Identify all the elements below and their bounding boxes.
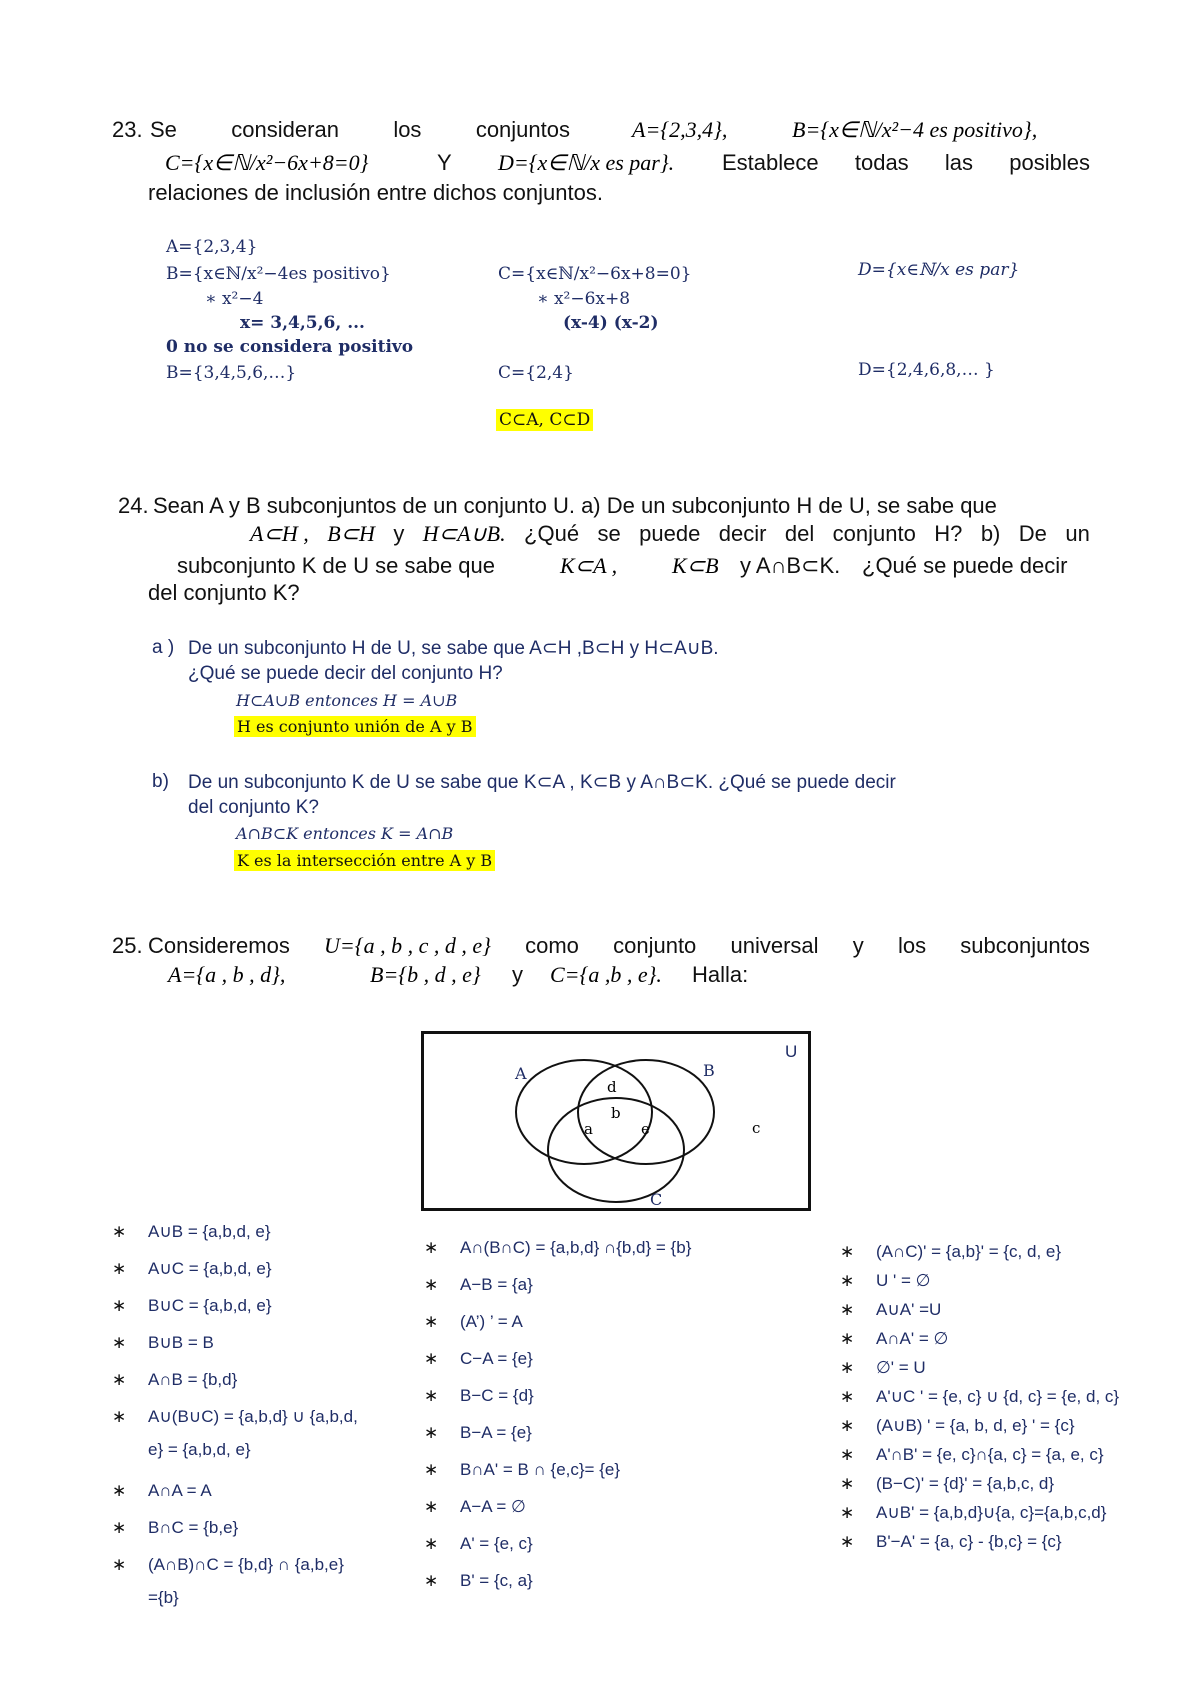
result-item: ∗ A∪(B∪C) = {a,b,d} ∪ {a,b,d, e} = {a,b,d, e} (112, 1407, 412, 1481)
q23-word: todas (854, 150, 909, 175)
q23-set-b: B={x∈ℕ/x²−4 es positivo}, (792, 117, 1038, 142)
results-column-2 (424, 1238, 754, 1608)
q23-line1 (150, 117, 570, 143)
result-item: ∗ B−A = {e} (424, 1423, 754, 1460)
venn-element-a: a (584, 1120, 593, 1138)
result-item: ∗ (A∩B)∩C = {b,d} ∩ {a,b,e} ={b} (112, 1555, 412, 1629)
q23-word: las (944, 150, 974, 175)
result-item: ∗ A∪B' = {a,b,d}∪{a, c}={a,b,c,d} (840, 1503, 1180, 1532)
q23-set-a: A={2,3,4}, (632, 117, 728, 142)
q24-part: b) (980, 521, 1001, 546)
q24-part: H⊂A∪B. (422, 521, 506, 546)
result-item: ∗ B∪B = B (112, 1333, 412, 1370)
q23-ans-d-def: D={x∈ℕ/x es par} (858, 260, 1020, 280)
q24-b-math: A∩B⊂K entonces K = A∩B (236, 824, 454, 843)
q24-line3-c: K⊂B (672, 553, 719, 578)
q25-halla: Halla: (692, 962, 749, 987)
q23-ans-b-star: ∗ x²−4 (205, 289, 264, 309)
result-item: ∗ (B−C)' = {d}' = {a,b,c, d} (840, 1474, 1180, 1503)
result-item: ∗ A∪B = {a,b,d, e} (112, 1222, 412, 1259)
result-item: ∗ (A∩C)' = {a,b}' = {c, d, e} (840, 1242, 1180, 1271)
result-item: ∗ A−A = ∅ (424, 1497, 754, 1534)
q23-ans-b-zero: 0 no se considera positivo (166, 337, 414, 357)
q24-part: ¿Qué (524, 521, 580, 546)
q25-set-c: C={a ,b , e}. (550, 962, 662, 987)
q23-set-c: C={x∈ℕ/x²−6x+8=0} (165, 150, 369, 175)
q25-part: los (897, 933, 927, 958)
venn-element-c: c (752, 1119, 761, 1137)
result-item: ∗ A∪A' =U (840, 1300, 1180, 1329)
q25-number: 25. (112, 933, 143, 958)
q24-line3-e: ¿Qué se puede decir (862, 553, 1068, 578)
venn-label-b: B (703, 1061, 715, 1080)
q23-ans-c-def: C={x∈ℕ/x²−6x+8=0} (498, 264, 692, 284)
result-item: ∗ (A’) ’ = A (424, 1312, 754, 1349)
q23-word: consideran (231, 117, 339, 142)
result-item: ∗ A∩A = A (112, 1481, 412, 1518)
q25-set-b: B={b , d , e} (370, 962, 481, 987)
q24-b-result: K es la intersección entre A y B (234, 850, 495, 871)
result-item: ∗ C−A = {e} (424, 1349, 754, 1386)
result-item: ∗ A'∪C ' = {e, c} ∪ {d, c} = {e, d, c} (840, 1387, 1180, 1416)
result-item: ∗ B∩C = {b,e} (112, 1518, 412, 1555)
result-item: ∗ B∪C = {a,b,d, e} (112, 1296, 412, 1333)
results-column-3 (840, 1242, 1180, 1561)
venn-circle-a (516, 1060, 652, 1164)
q23-word: Establece (722, 150, 819, 175)
q25-set-a: A={a , b , d}, (168, 962, 286, 987)
result-item: ∗ U ' = ∅ (840, 1271, 1180, 1300)
q24-part: del (784, 521, 815, 546)
q23-ans-c-star: ∗ x²−6x+8 (537, 289, 631, 309)
q24-a-question: ¿Qué se puede decir del conjunto H? (188, 663, 503, 684)
q23-y: Y (437, 150, 452, 175)
result-item: ∗ (A∪B) ' = {a, b, d, e} ' = {c} (840, 1416, 1180, 1445)
result-item: ∗ B∩A' = B ∩ {e,c}= {e} (424, 1460, 754, 1497)
q23-word: Se (150, 117, 177, 142)
q23-ans-d-set: D={2,4,6,8,… } (858, 360, 995, 380)
result-item: ∗ A'∩B' = {e, c}∩{a, c} = {a, e, c} (840, 1445, 1180, 1474)
q24-a-text: De un subconjunto H de U, se sabe que A⊂H ,B⊂H y H⊂A∪B. (188, 638, 719, 659)
q25-part: U={a , b , c , d , e} (324, 933, 491, 958)
result-item: ∗ A∩B = {b,d} (112, 1370, 412, 1407)
q24-b-text: De un subconjunto K de U se sabe que K⊂A , K⊂B y A∩B⊂K. ¿Qué se puede decir (188, 772, 896, 793)
q23-word: los (393, 117, 422, 142)
q24-b-label: b) (152, 771, 169, 792)
q24-a-math: H⊂A∪B entonces H = A∪B (236, 691, 458, 710)
q25-part: universal (730, 933, 819, 958)
q23-word: posibles (1009, 150, 1090, 175)
venn-label-a: A (515, 1064, 527, 1083)
venn-diagram (421, 1031, 811, 1211)
q23-ans-c-factor: (x-4) (x-2) (563, 313, 659, 333)
q25-y: y (512, 962, 523, 987)
venn-element-e: e (641, 1120, 650, 1138)
result-item: ∗ A∩A' = ∅ (840, 1329, 1180, 1358)
q23-set-d: D={x∈ℕ/x es par}. (498, 150, 675, 175)
q24-part: decir (718, 521, 767, 546)
result-item: ∗ B' = {c, a} (424, 1571, 754, 1608)
result-item: ∗ A∪C = {a,b,d, e} (112, 1259, 412, 1296)
q24-line4: del conjunto K? (148, 580, 300, 605)
q23-line2 (722, 150, 1090, 176)
q24-number: 24. (118, 493, 149, 518)
q24-part: A⊂H , (250, 521, 309, 546)
q24-line3-b: K⊂A , (560, 553, 618, 578)
result-item: ∗ B−C = {d} (424, 1386, 754, 1423)
q23-ans-c-result: C⊂A, C⊂D (496, 409, 593, 431)
venn-element-b: b (611, 1104, 621, 1122)
q24-line1: Sean A y B subconjuntos de un conjunto U. a) De un subconjunto H de U, se sabe que (153, 493, 997, 518)
q24-part: De (1018, 521, 1047, 546)
q23-ans-b-set: B={3,4,5,6,…} (166, 363, 297, 383)
venn-element-d: d (607, 1078, 617, 1096)
q25-part: como (525, 933, 579, 958)
q23-number: 23. (112, 117, 143, 142)
results-column-1 (112, 1222, 412, 1629)
result-item: ∗ A' = {e, c} (424, 1534, 754, 1571)
q23-ans-c-set: C={2,4} (498, 363, 574, 383)
q24-part: un (1065, 521, 1090, 546)
q24-b-question: del conjunto K? (188, 797, 319, 818)
q24-a-result: H es conjunto unión de A y B (234, 716, 476, 737)
q23-line3: relaciones de inclusión entre dichos conjuntos. (148, 180, 603, 205)
result-item: ∗ A−B = {a} (424, 1275, 754, 1312)
result-item: ∗ ∅' = U (840, 1358, 1180, 1387)
q23-word: conjuntos (475, 117, 570, 142)
q24-line3-d: y A∩B⊂K. (740, 553, 841, 578)
q23-ans-a-def: A={2,3,4} (166, 237, 258, 257)
q24-part: puede (639, 521, 701, 546)
q25-part: subconjuntos (960, 933, 1090, 958)
q25-part: conjunto (613, 933, 697, 958)
venn-label-c: C (650, 1190, 663, 1209)
q24-part: B⊂H (327, 521, 375, 546)
result-item: ∗ B'−A' = {a, c} - {b,c} = {c} (840, 1532, 1180, 1561)
q25-part: y (852, 933, 864, 958)
q24-line2 (250, 521, 1090, 547)
venn-label-u: U (785, 1042, 798, 1061)
result-item: ∗ A∩(B∩C) = {a,b,d} ∩{b,d} = {b} (424, 1238, 754, 1275)
q23-ans-b-x: x= 3,4,5,6, ... (240, 313, 365, 333)
venn-circle-b (578, 1060, 714, 1164)
q24-part: se (597, 521, 621, 546)
q24-line3-a: subconjunto K de U se sabe que (177, 553, 496, 578)
q25-part: Consideremos (148, 933, 290, 958)
q24-part: H? (934, 521, 963, 546)
q24-part: y (393, 521, 405, 546)
q25-line1 (148, 933, 1090, 959)
q24-part: conjunto (832, 521, 916, 546)
q23-ans-b-def: B={x∈ℕ/x²−4es positivo} (166, 264, 391, 284)
q24-a-label: a ) (152, 637, 175, 658)
